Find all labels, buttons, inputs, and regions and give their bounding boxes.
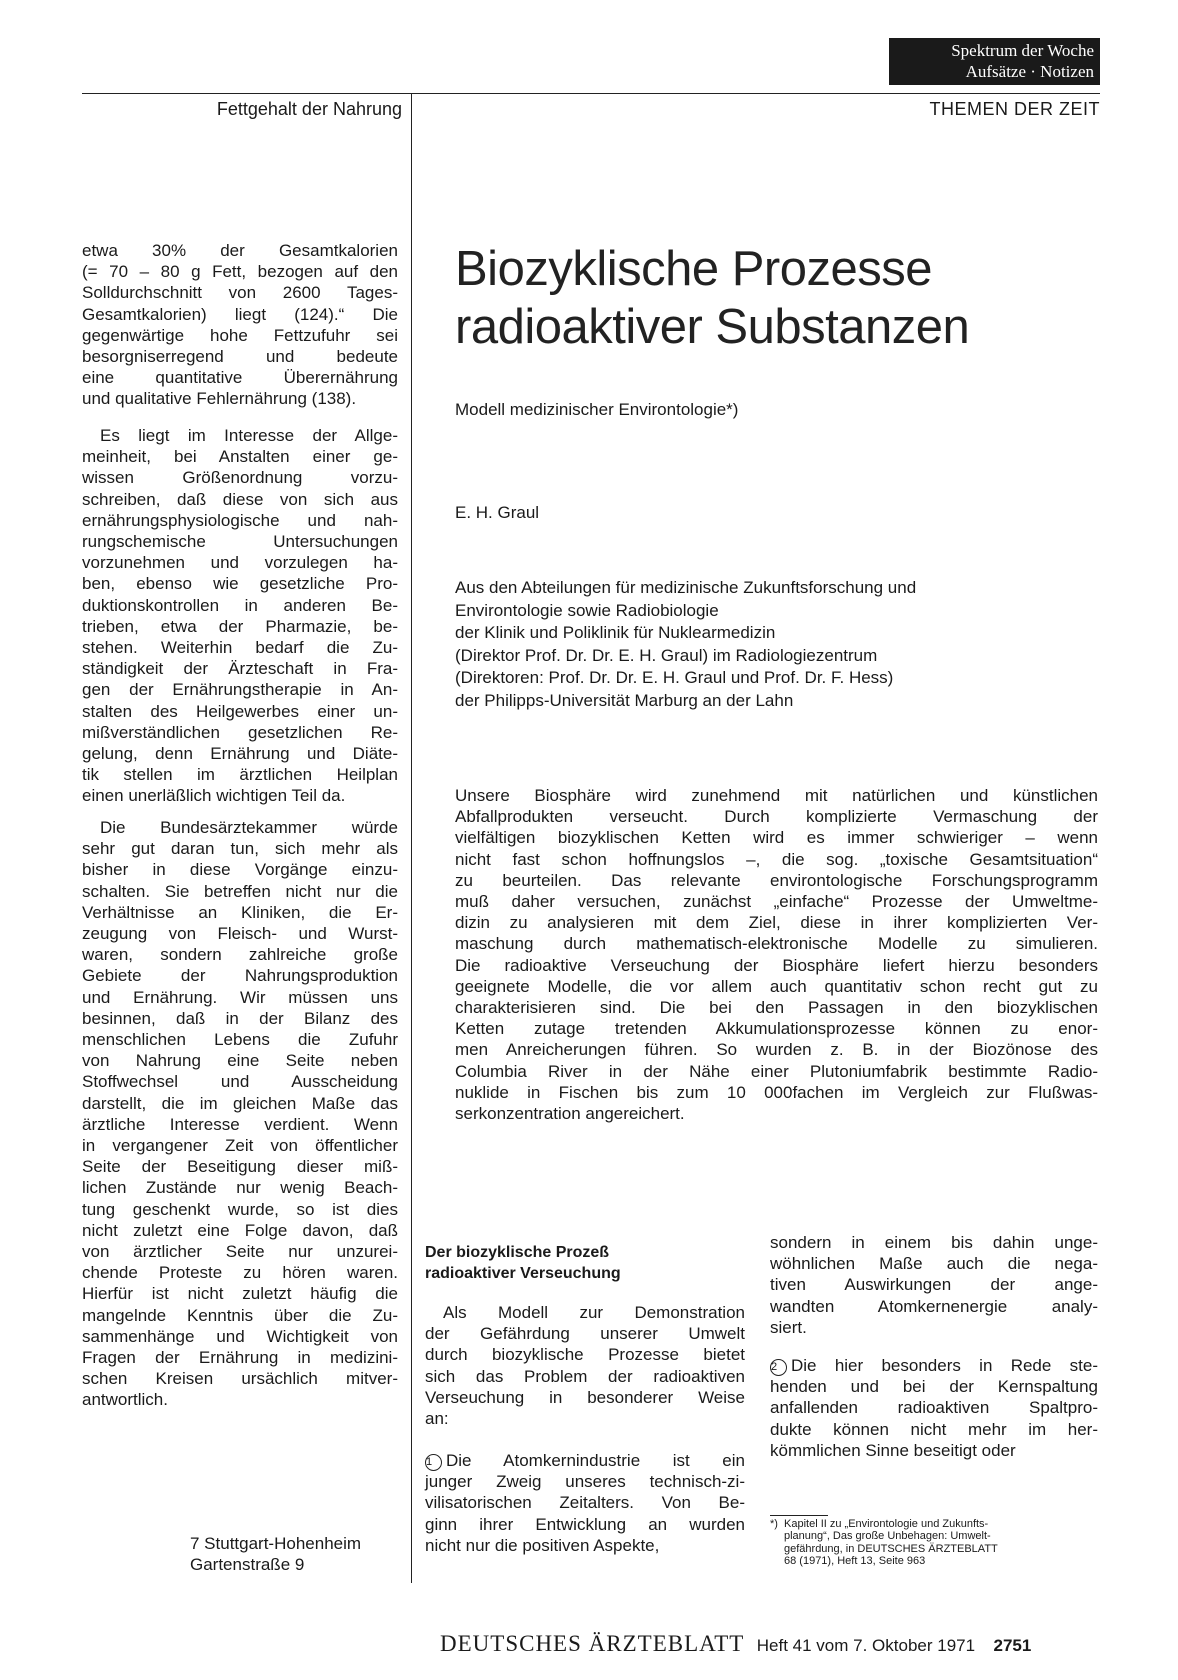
body-line: junger Zweig unseres technisch-zi- [425, 1472, 745, 1492]
left-text-line: und Ernährung. Wir müssen uns [82, 987, 398, 1007]
abstract-line: nuklide in Fischen bis zum 10 000fachen im Vergleich zur Flußwas- [455, 1082, 1098, 1102]
left-text-line: bisher in diese Vorgänge einzu- [82, 860, 398, 880]
left-text-line: wissen Größenordnung vorzu- [82, 468, 398, 488]
article-author: E. H. Graul [455, 503, 540, 522]
abstract-line: dizin zu analysieren mit dem Ziel, diese in ihrer komplizierten Ver- [455, 913, 1098, 933]
left-text-line: lichen Zustände nur wenig Beach- [82, 1178, 398, 1198]
left-paragraph-1 [82, 240, 398, 410]
abstract-line: Abfallprodukten verseucht. Durch komplizierte Vermaschung der [455, 807, 1098, 827]
left-text-line: antwortlich. [82, 1390, 168, 1410]
header-rule-left [82, 93, 412, 94]
footnote-line: Kapitel II zu „Environtologie und Zukunfts- [784, 1518, 989, 1530]
left-text-line: mißverständlichen gesetzlichen Re- [82, 722, 398, 742]
left-text-line: eine quantitative Überernährung [82, 368, 398, 388]
address-line-1: 7 Stuttgart-Hohenheim [190, 1534, 362, 1553]
abstract-line: vielfältigen biozyklischen Ketten wird es immer schwieriger – wenn [455, 828, 1098, 848]
footnote-line: 68 (1971), Heft 13, Seite 963 [784, 1555, 926, 1568]
abstract-line: Unsere Biosphäre wird zunehmend mit natürlichen und künstlichen [455, 786, 1098, 805]
journal-name: DEUTSCHES ÄRZTEBLATT [440, 1631, 745, 1656]
left-text-line: Verhältnisse an Kliniken, die Er- [82, 902, 398, 922]
article-subtitle: Modell medizinischer Environtologie*) [455, 400, 739, 419]
abstract-line: nicht fast schon hoffnungslos –, die sog. „toxische Gesamtsituation“ [455, 849, 1098, 869]
left-text-line: gelung, denn Ernährung und Diäte- [82, 744, 398, 764]
left-text-line: vorzunehmen und vorzulegen ha- [82, 553, 398, 573]
left-text-line: von Nahrung eine Seite neben [82, 1051, 398, 1071]
left-text-line: stehen. Weiterhin bedarf die Zu- [82, 638, 398, 658]
left-text-line: chende Proteste zu hören waren. [82, 1263, 398, 1283]
body-line: wöhnlichen Maße auch die nega- [770, 1254, 1098, 1274]
left-text-line: zeugung von Fleisch- und Wurst- [82, 924, 398, 944]
section-heading-line-1: Der biozyklische Prozeß [425, 1244, 610, 1261]
abstract-line: men Anreicherungen führen. So wurden z. B. in der Biozönose des [455, 1040, 1098, 1060]
body-line: an: [425, 1409, 449, 1429]
body-line: durch biozyklische Prozesse bietet [425, 1345, 745, 1365]
footnote-rule [770, 1515, 828, 1516]
left-text-line: besinnen, daß in der Bilanz des [82, 1008, 398, 1028]
body-line: sondern in einem bis dahin unge- [770, 1233, 1098, 1252]
body-line: siert. [770, 1317, 807, 1337]
abstract-line: geeignete Modelle, die vor allem auch quantitativ schon recht gut zu [455, 976, 1098, 996]
left-text-line: etwa 30% der Gesamtkalorien [82, 241, 398, 260]
running-head-left: Fettgehalt der Nahrung [216, 99, 402, 119]
affiliation-line: der Klinik und Poliklinik für Nuklearmedizin [455, 623, 776, 642]
article-abstract [455, 785, 1098, 1124]
left-text-line: gegenwärtige hohe Fettzufuhr sei [82, 325, 398, 345]
badge-line-1: Spektrum der Woche [951, 41, 1094, 60]
body-line [425, 1450, 745, 1471]
left-text-line: Fragen der Ernährung in medizini- [82, 1348, 398, 1368]
left-text-line: trieben, etwa der Pharmazie, be- [82, 616, 398, 636]
left-text-line: ben, ebenso wie gesetzliche Pro- [82, 574, 398, 594]
abstract-line: Columbia River in der Nähe einer Plutoniumfabrik bestimmte Radio- [455, 1061, 1098, 1081]
left-text-line: Solldurchschnitt von 2600 Tages- [82, 283, 398, 303]
left-text-line: sehr gut daran tun, sich mehr als [82, 839, 398, 859]
body-line: nicht nur die positiven Aspekte, [425, 1535, 660, 1555]
body-line: wandten Atomkernenergie analy- [770, 1296, 1098, 1316]
body-line: vilisatorischen Zeitalters. Von Be- [425, 1493, 745, 1513]
abstract-line: Ketten zutage tretenden Akkumulationsprozesse können zu enor- [455, 1019, 1098, 1039]
left-text-line: Stoffwechsel und Ausscheidung [82, 1072, 398, 1092]
left-paragraph-2 [82, 425, 398, 807]
left-paragraph-3 [82, 817, 398, 1411]
left-text-line: in vergangener Zeit von öffentlicher [82, 1136, 398, 1156]
body-paragraph-3 [770, 1232, 1098, 1338]
section-badge [889, 38, 1100, 85]
left-text-line: schalten. Sie betreffen nicht nur die [82, 881, 398, 901]
left-text-line: schreiben, daß diese von sich aus [82, 489, 398, 509]
left-text-line: sammenhänge und Wichtigkeit von [82, 1326, 398, 1346]
affiliation-line: (Direktoren: Prof. Dr. Dr. E. H. Graul und Prof. Dr. F. Hess) [455, 668, 894, 687]
footnote-line: gefährdung, in DEUTSCHES ÄRZTEBLATT [784, 1542, 998, 1555]
body-paragraph-4 [770, 1355, 1098, 1461]
body-paragraph-1 [425, 1302, 745, 1429]
body-line [770, 1355, 1098, 1376]
left-text-line: Es liegt im Interesse der Allge- [100, 426, 398, 445]
body-line: kömmlichen Sinne beseitigt oder [770, 1440, 1016, 1460]
body-line: tiven Auswirkungen der ange- [770, 1275, 1098, 1295]
abstract-line: muß daher versuchen, zunächst „einfache“ Prozesse der Umweltme- [455, 892, 1098, 912]
badge-line-2: Aufsätze · Notizen [965, 62, 1094, 81]
abstract-line: charakterisieren sind. Die bei den Passagen in den biozyklischen [455, 998, 1098, 1018]
left-text-line: Gesamtkalorien) liegt (124).“ Die [82, 304, 398, 324]
left-text-line: waren, sondern zahlreiche große [82, 945, 398, 965]
left-text-line: ständigkeit der Ärzteschaft in Fra- [82, 659, 398, 679]
left-text-line: tung geschenkt wurde, so ist dies [82, 1199, 398, 1219]
body-paragraph-2 [425, 1450, 745, 1556]
affiliation-line: der Philipps-Universität Marburg an der Lahn [455, 690, 794, 710]
body-line: henden und bei der Kernspaltung [770, 1377, 1098, 1397]
running-head-right: THEMEN DER ZEIT [929, 99, 1100, 119]
left-text-line: meinheit, bei Anstalten einer ge- [82, 447, 398, 467]
body-line: Als Modell zur Demonstration [443, 1303, 745, 1322]
left-text-line: duktionskontrollen in anderen Be- [82, 595, 398, 615]
text-line-content: Die hier besonders in Rede ste- [791, 1356, 1098, 1375]
left-text-line: ernährungsphysiologische und nah- [82, 510, 398, 530]
author-affiliation [455, 577, 916, 712]
footnote [770, 1518, 1098, 1568]
left-text-line: und qualitative Fehlernährung (138). [82, 389, 357, 409]
header-rule-right [411, 93, 1100, 94]
left-text-line: einen unerläßlich wichtigen Teil da. [82, 786, 346, 806]
abstract-line: serkonzentration angereichert. [455, 1104, 685, 1124]
text-line-content: Die Atomkernindustrie ist ein [446, 1451, 745, 1470]
body-line: der Gefährdung unserer Umwelt [425, 1324, 745, 1344]
footnote-text [784, 1518, 1098, 1568]
affiliation-line: Environtologie sowie Radiobiologie [455, 600, 719, 620]
abstract-line: Die radioaktive Verseuchung der Biosphäre liefert hierzu besonders [455, 955, 1098, 975]
left-text-line: Hierfür ist nicht zuletzt häufig die [82, 1284, 398, 1304]
numbered-circle-marker: 1 [425, 1454, 442, 1471]
issue-info: Heft 41 vom 7. Oktober 1971 [756, 1636, 976, 1655]
left-text-line: menschlichen Lebens die Zufuhr [82, 1030, 398, 1050]
left-text-line: Die Bundesärztekammer würde [100, 818, 398, 837]
affiliation-line: (Direktor Prof. Dr. Dr. E. H. Graul) im Radiologiezentrum [455, 645, 878, 665]
left-text-line: nicht zuletzt eine Folge davon, daß [82, 1220, 398, 1240]
left-text-line: stalten des Heilgewerbes einer un- [82, 701, 398, 721]
article-title [455, 240, 1095, 356]
page-number: 2751 [993, 1636, 1032, 1655]
abstract-line: maschung durch mathematisch-elektronische Modelle zu simulieren. [455, 934, 1098, 954]
left-text-line: schen Kreisen ursächlich mitver- [82, 1369, 398, 1389]
page-footer [440, 1631, 1100, 1657]
left-text-line: gen der Ernährungstherapie in An- [82, 680, 398, 700]
left-text-line: mangelnde Kenntnis über die Zu- [82, 1305, 398, 1325]
abstract-line: zu beurteilen. Das relevante environtologische Forschungsprogramm [455, 870, 1098, 890]
footnote-line: planung“, Das große Unbehagen: Umwelt- [784, 1530, 991, 1543]
left-text-line: besorgniserregend und bedeute [82, 347, 398, 367]
left-text-line: darstellt, die im gleichen Maße das [82, 1093, 398, 1113]
author-address [190, 1533, 361, 1575]
left-text-line: (= 70 – 80 g Fett, bezogen auf den [82, 262, 398, 282]
section-heading-line-2: radioaktiver Verseuchung [425, 1265, 621, 1282]
numbered-circle-marker: 2 [770, 1359, 787, 1376]
body-line: ginn ihrer Entwicklung an wurden [425, 1514, 745, 1534]
left-text-line: tik stellen im ärztlichen Heilplan [82, 765, 398, 785]
footnote-marker: *) [770, 1518, 778, 1530]
column-divider [411, 93, 412, 1583]
body-line: sich das Problem der radioaktiven [425, 1366, 745, 1386]
affiliation-line: Aus den Abteilungen für medizinische Zukunftsforschung und [455, 578, 917, 597]
section-heading [425, 1242, 621, 1284]
body-line: dukte können nicht mehr im her- [770, 1419, 1098, 1439]
left-text-line: Gebiete der Nahrungsproduktion [82, 966, 398, 986]
left-text-line: rungschemische Untersuchungen [82, 532, 398, 552]
title-line-1: Biozyklische Prozesse [455, 242, 932, 296]
left-text-line: ärztliche Interesse verdient. Wenn [82, 1114, 398, 1134]
address-line-2: Gartenstraße 9 [190, 1555, 305, 1574]
left-text-line: von ärztlicher Seite nur unzurei- [82, 1242, 398, 1262]
left-text-line: Seite der Beseitigung dieser miß- [82, 1157, 398, 1177]
body-line: Verseuchung in besonderer Weise [425, 1387, 745, 1407]
body-line: anfallenden radioaktiven Spaltpro- [770, 1398, 1098, 1418]
title-line-2: radioaktiver Substanzen [455, 300, 970, 354]
